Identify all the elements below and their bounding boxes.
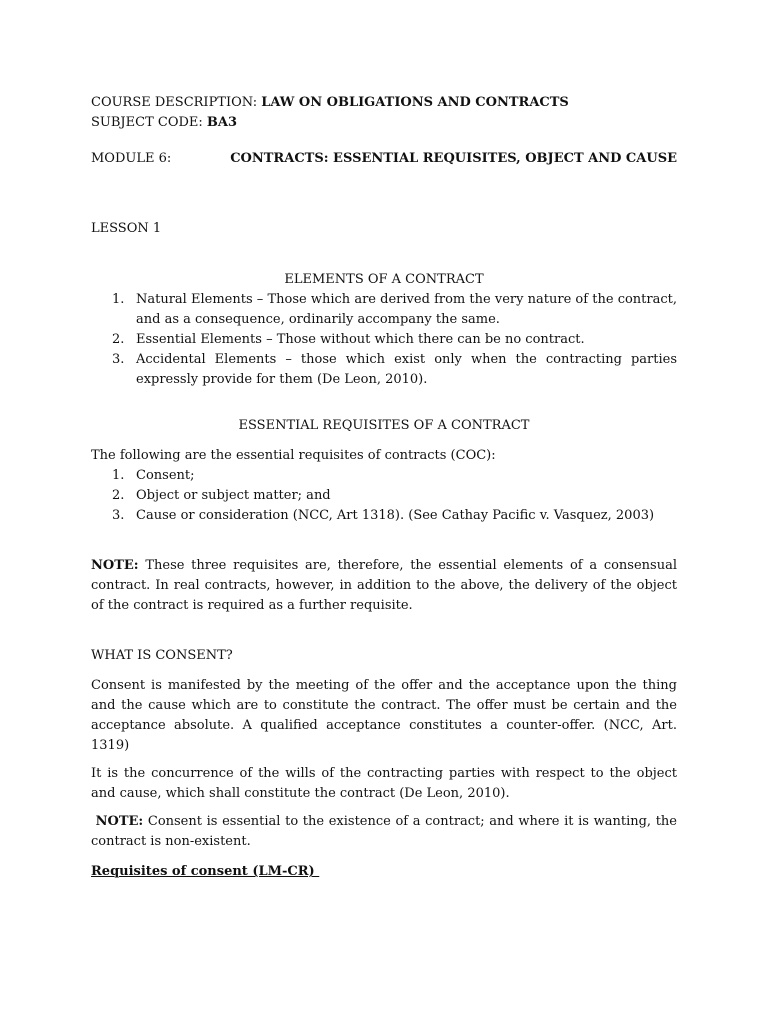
list-number: 2.	[112, 332, 125, 347]
requisites-of-consent-heading: Requisites of consent (LM-CR)	[91, 864, 320, 879]
course-description	[91, 93, 677, 113]
list-item	[112, 330, 677, 350]
requisites-list	[91, 466, 677, 526]
list-text: Essential Elements – Those without which there can be no contract.	[136, 332, 585, 347]
subject-code-value: BA3	[206, 115, 238, 130]
list-number: 1.	[112, 468, 125, 483]
list-item	[112, 466, 677, 486]
list-text: Natural Elements – Those which are derived from the very nature of the contract, and as a consequence, ordinarily accompany the same.	[136, 292, 677, 327]
module-line	[91, 149, 677, 169]
list-item	[112, 506, 677, 526]
note-label: NOTE:	[95, 814, 144, 829]
list-item	[112, 350, 677, 390]
list-text: Consent;	[136, 468, 195, 483]
list-text: Cause or consideration (NCC, Art 1318). (See Cathay Pacific v. Vasquez, 2003)	[136, 508, 655, 523]
document-body	[91, 93, 677, 895]
list-item	[112, 486, 677, 506]
module-label: MODULE 6:	[91, 151, 172, 166]
note-text: Consent is essential to the existence of a contract; and where it is wanting, the contract is non-existent.	[91, 814, 677, 849]
list-number: 3.	[112, 352, 125, 367]
lesson-title: LESSON 1	[91, 221, 162, 236]
consent-note	[91, 812, 677, 852]
list-number: 2.	[112, 488, 125, 503]
course-title: LAW ON OBLIGATIONS AND CONTRACTS	[261, 95, 569, 110]
module-title: CONTRACTS: ESSENTIAL REQUISITES, OBJECT AND CAUSE	[230, 151, 677, 166]
subject-code-label: SUBJECT CODE:	[91, 115, 207, 130]
consent-heading: WHAT IS CONSENT?	[91, 648, 233, 663]
list-item	[112, 290, 677, 330]
note-text: These three requisites are, therefore, the essential elements of a consensual contract. In real contracts, however, in addition to the above, the delivery of the object of the contract is required as a further requisite.	[91, 558, 677, 613]
list-number: 1.	[112, 292, 125, 307]
consent-paragraph: Consent is manifested by the meeting of the offer and the acceptance upon the thing and the cause which are to constitute the contract. The offer must be certain and the acceptance absolute. A qualified acceptance constitutes a counter-offer. (NCC, Art. 1319)	[91, 678, 677, 753]
requisites-intro: The following are the essential requisites of contracts (COC):	[91, 448, 496, 463]
course-description-label: COURSE DESCRIPTION:	[91, 95, 262, 110]
subject-code	[91, 113, 677, 133]
elements-heading: ELEMENTS OF A CONTRACT	[284, 272, 484, 287]
consent-concurrence-paragraph: It is the concurrence of the wills of the contracting parties with respect to the object and cause, which shall constitute the contract (De Leon, 2010).	[91, 766, 677, 801]
elements-list	[91, 290, 677, 390]
requisites-note	[91, 556, 677, 616]
list-number: 3.	[112, 508, 125, 523]
list-text: Object or subject matter; and	[136, 488, 331, 503]
requisites-heading: ESSENTIAL REQUISITES OF A CONTRACT	[238, 418, 530, 433]
note-label: NOTE:	[91, 558, 139, 573]
list-text: Accidental Elements – those which exist only when the contracting parties expressly provide for them (De Leon, 2010).	[136, 352, 677, 387]
